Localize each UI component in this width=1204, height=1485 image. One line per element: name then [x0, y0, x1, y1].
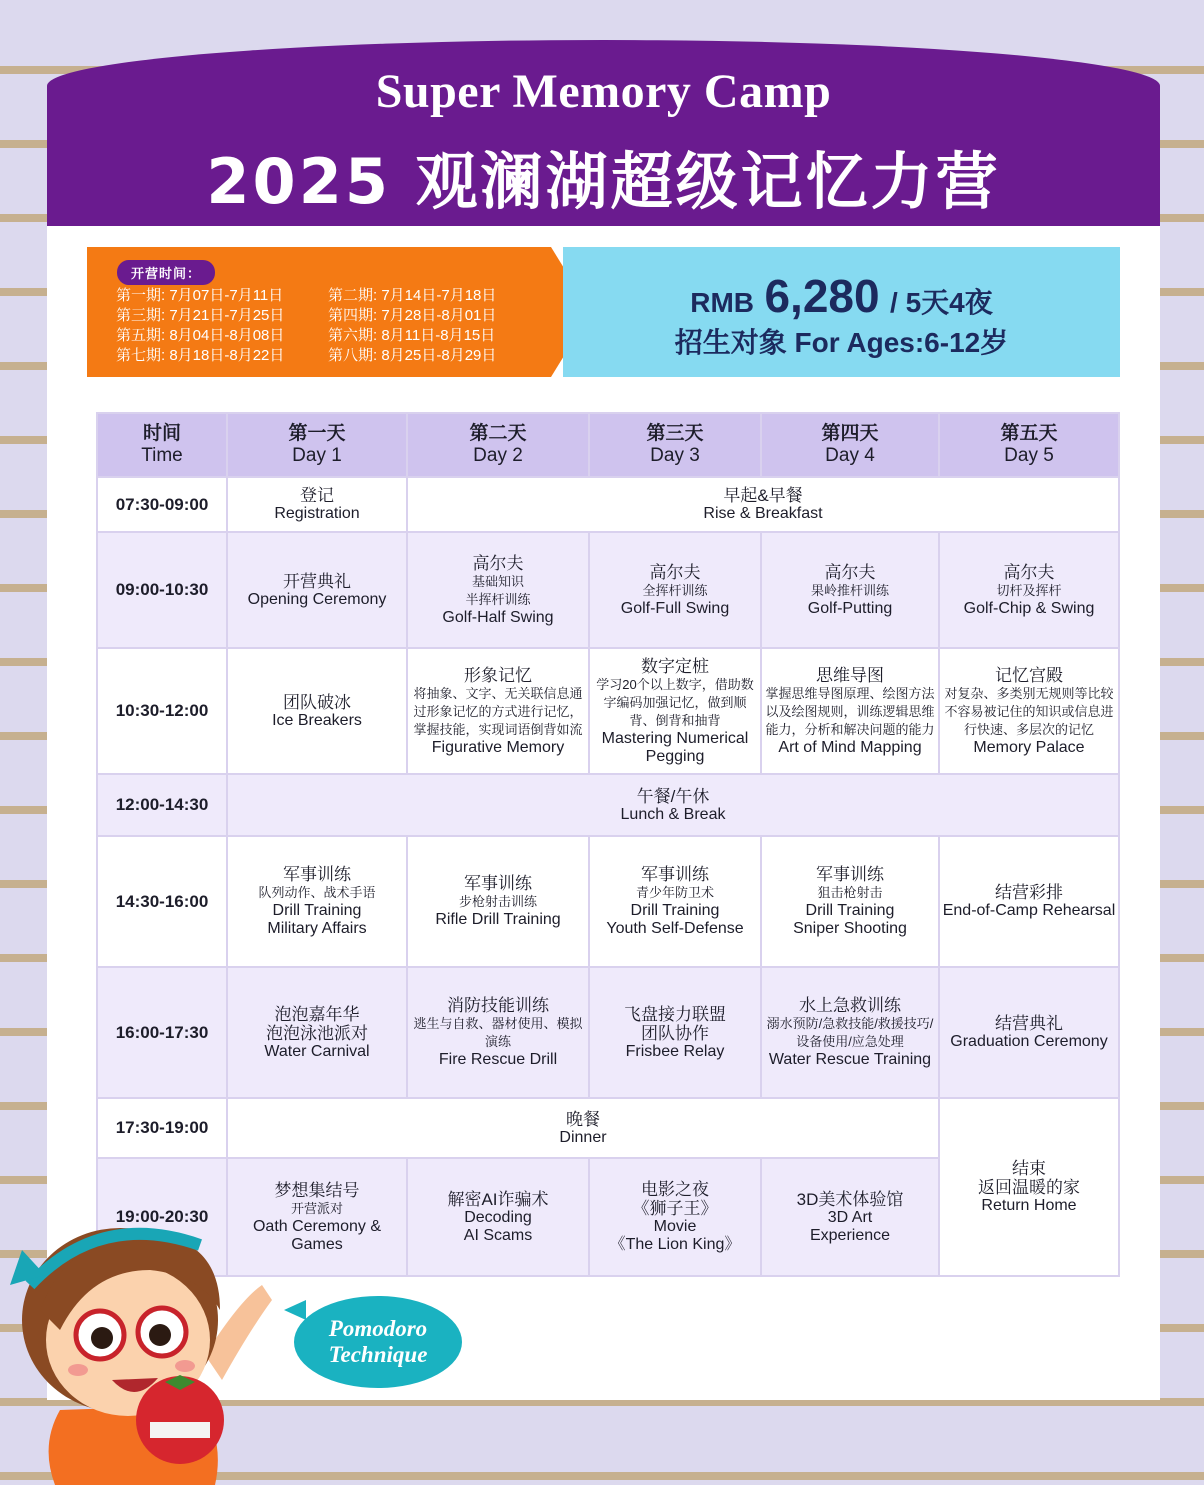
time-cell: 10:30-12:00	[97, 648, 227, 774]
price-amount: 6,280	[764, 270, 880, 322]
activity-cell: 高尔夫 果岭推杆训练 Golf-Putting	[761, 532, 939, 648]
header-day-4: 第四天 Day 4	[761, 413, 939, 477]
session-date: 第六期: 8月11日-8月15日	[328, 327, 496, 344]
session-date: 第八期: 8月25日-8月29日	[328, 347, 497, 364]
header-day-1: 第一天 Day 1	[227, 413, 407, 477]
schedule-table	[96, 412, 1120, 1277]
session-date: 第七期: 8月18日-8月22日	[116, 347, 285, 364]
table-row	[97, 532, 1119, 648]
activity-cell: 泡泡嘉年华 泡泡泳池派对 Water Carnival	[227, 967, 407, 1098]
activity-cell: 结营彩排 End-of-Camp Rehearsal	[939, 836, 1119, 967]
time-cell: 17:30-19:00	[97, 1098, 227, 1158]
header-time: 时间 Time	[97, 413, 227, 477]
time-cell: 14:30-16:00	[97, 836, 227, 967]
activity-cell: 高尔夫 切杆及挥杆 Golf-Chip & Swing	[939, 532, 1119, 648]
table-row	[97, 774, 1119, 836]
activity-cell: 军事训练 狙击枪射击 Drill Training Sniper Shooting	[761, 836, 939, 967]
session-date: 第一期: 7月07日-7月11日	[116, 287, 284, 304]
girl-mascot-illustration	[0, 1190, 300, 1485]
activity-cell: 团队破冰 Ice Breakers	[227, 648, 407, 774]
activity-cell: 军事训练 青少年防卫术 Drill Training Youth Self-Defense	[589, 836, 761, 967]
price-currency: RMB	[690, 287, 754, 318]
time-cell: 07:30-09:00	[97, 477, 227, 532]
header-day-5: 第五天 Day 5	[939, 413, 1119, 477]
time-cell: 09:00-10:30	[97, 532, 227, 648]
activity-cell: 消防技能训练 逃生与自救、器材使用、模拟演练 Fire Rescue Drill	[407, 967, 589, 1098]
activity-cell: 早起&早餐 Rise & Breakfast	[407, 477, 1119, 532]
activity-cell: 登记 Registration	[227, 477, 407, 532]
price-line	[563, 269, 1120, 323]
session-date: 第三期: 7月21日-7月25日	[116, 307, 285, 324]
bubble-line-1: Pomodoro	[328, 1316, 428, 1341]
activity-cell: 水上急救训练 溺水预防/急救技能/救援技巧/设备使用/应急处理 Water Rescue Training	[761, 967, 939, 1098]
time-cell: 16:00-17:30	[97, 967, 227, 1098]
time-cell: 12:00-14:30	[97, 774, 227, 836]
session-dates-label: 开营时间：	[117, 260, 215, 285]
activity-cell: 电影之夜 《狮子王》 Movie 《The Lion King》	[589, 1158, 761, 1276]
session-date: 第二期: 7月14日-7月18日	[328, 287, 497, 304]
session-date: 第五期: 8月04日-8月08日	[116, 327, 285, 344]
age-range: 招生对象 For Ages:6-12岁	[674, 327, 1009, 358]
activity-cell: 午餐/午休 Lunch & Break	[227, 774, 1119, 836]
activity-cell: 军事训练 步枪射击训练 Rifle Drill Training	[407, 836, 589, 967]
activity-cell: 开营典礼 Opening Ceremony	[227, 532, 407, 648]
header-day-2: 第二天 Day 2	[407, 413, 589, 477]
title-cn: 2025 观澜湖超级记忆力营	[206, 145, 1001, 218]
activity-cell: 数字定桩 学习20个以上数字，借助数字编码加强记忆，做到顺背、倒背和抽背 Mastering Numerical Pegging	[589, 648, 761, 774]
activity-cell: 高尔夫 基础知识 半挥杆训练 Golf-Half Swing	[407, 532, 589, 648]
activity-cell: 解密AI诈骗术 Decoding AI Scams	[407, 1158, 589, 1276]
activity-cell: 军事训练 队列动作、战术手语 Drill Training Military Affairs	[227, 836, 407, 967]
table-header-row	[97, 413, 1119, 477]
table-row	[97, 836, 1119, 967]
activity-cell: 梦想集结号 开营派对 Oath Ceremony & Games	[227, 1158, 407, 1276]
activity-cell: 结束 返回温暖的家 Return Home	[939, 1098, 1119, 1276]
title-en: Super Memory Camp	[375, 65, 832, 118]
table-row	[97, 967, 1119, 1098]
session-dates-grid	[116, 287, 540, 364]
activity-cell: 高尔夫 全挥杆训练 Golf-Full Swing	[589, 532, 761, 648]
activity-cell: 飞盘接力联盟 团队协作 Frisbee Relay	[589, 967, 761, 1098]
bubble-line-2: Technique	[328, 1342, 428, 1367]
price-duration: / 5天4夜	[890, 287, 993, 318]
time-cell: 19:00-20:30	[97, 1158, 227, 1276]
activity-cell: 结营典礼 Graduation Ceremony	[939, 967, 1119, 1098]
activity-cell: 思维导图 掌握思维导图原理、绘图方法以及绘图规则，训练逻辑思维能力，分析和解决问题的能力 Art of Mind Mapping	[761, 648, 939, 774]
activity-cell: 记忆宫殿 对复杂、多类别无规则等比较不容易被记住的知识或信息进行快速、多层次的记忆 Memory Palace	[939, 648, 1119, 774]
activity-cell: 晚餐 Dinner	[227, 1098, 939, 1158]
table-row	[97, 648, 1119, 774]
page-header	[47, 40, 1160, 226]
header-day-3: 第三天 Day 3	[589, 413, 761, 477]
activity-cell: 3D美术体验馆 3D Art Experience	[761, 1158, 939, 1276]
table-row	[97, 477, 1119, 532]
price-panel	[563, 247, 1120, 377]
speech-bubble	[294, 1296, 462, 1388]
activity-cell: 形象记忆 将抽象、文字、无关联信息通过形象记忆的方式进行记忆，掌握技能，实现词语倒背如流 Figurative Memory	[407, 648, 589, 774]
table-row	[97, 1098, 1119, 1158]
session-date: 第四期: 7月28日-8月01日	[328, 307, 497, 324]
session-dates-panel	[87, 247, 551, 377]
